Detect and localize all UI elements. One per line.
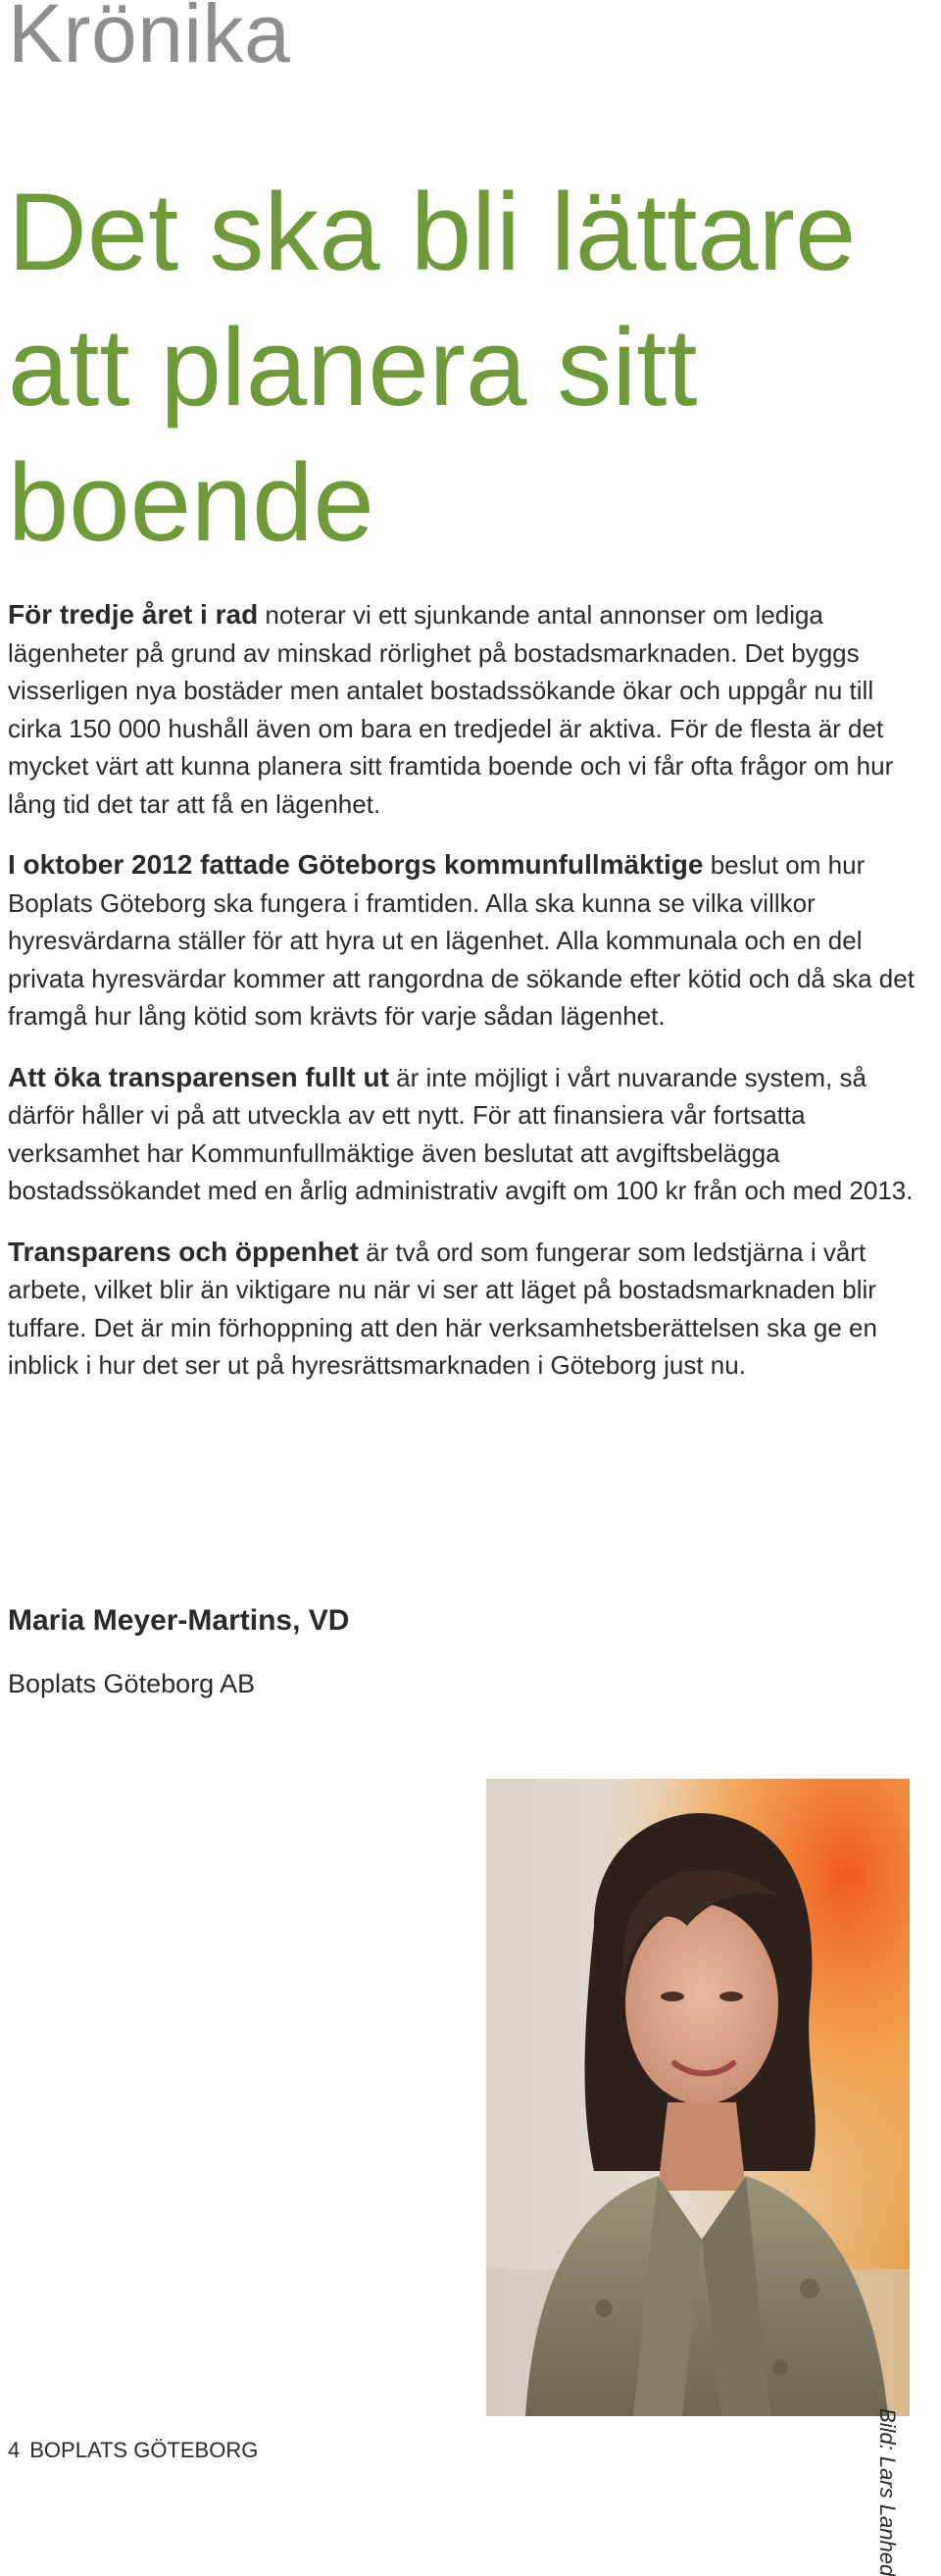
- paragraph-2-lead: I oktober 2012 fattade Göteborgs kommunfullmäktige: [8, 849, 704, 880]
- paragraph-4: [8, 1234, 933, 1385]
- paragraph-3: [8, 1059, 933, 1210]
- paragraph-1-lead: För tredje året i rad: [8, 599, 259, 630]
- section-label: Krönika: [8, 0, 291, 79]
- paragraph-2-text: beslut om hur Boplats Göteborg ska fungera i framtiden. Alla ska kunna se vilka villkor hyresvärdarna ställer för att hyra ut en lägenhet. Alla kommunala och en del privata hyresvärdar kommer att rangordna de sökande efter kötid och då ska det framgå hur lång kötid som krävts för varje sådan lägenhet.: [8, 850, 915, 1031]
- photo-credit: Bild: Lars Lanhed: [875, 2408, 900, 2576]
- paragraph-1-text: noterar vi ett sjunkande antal annonser om lediga lägenheter på grund av minskad rörlighet på bostadsmarknaden. Det byggs visserligen nya bostäder men antalet bostadssökande ökar och uppgår nu till cirka 150 000 hushåll även om bara en tredjedel är aktiva. För de flesta är det mycket värt att kunna planera sitt framtida boende och vi får ofta frågor om hur lång tid det tar att få en lägenhet.: [8, 600, 894, 819]
- author-portrait-photo: [486, 1779, 910, 2416]
- publication-name: BOPLATS GÖTEBORG: [29, 2438, 259, 2462]
- article-headline: Det ska bli lättare att planera sitt boende: [8, 171, 857, 564]
- page-number: 4: [8, 2438, 21, 2462]
- paragraph-1: [8, 596, 933, 823]
- paragraph-4-lead: Transparens och öppenhet: [8, 1236, 359, 1267]
- page-footer: [8, 2438, 258, 2463]
- paragraph-3-lead: Att öka transparensen fullt ut: [8, 1061, 389, 1092]
- author-company: Boplats Göteborg AB: [8, 1669, 256, 1698]
- paragraph-2: [8, 846, 933, 1035]
- author-signature: Maria Meyer-Martins, VD: [8, 1604, 350, 1637]
- article-body: [8, 596, 933, 1408]
- paragraph-3-text: är inte möjligt i vårt nuvarande system, så därför håller vi på att utveckla av ett nytt. För att finansiera vår fortsatta verksamhet har Kommunfullmäktige även beslutat att avgiftsbelägga bostadssökandet med en årlig administrativ avgift om 100 kr från och med 2013.: [8, 1062, 914, 1205]
- paragraph-4-text: är två ord som fungerar som ledstjärna i vårt arbete, vilket blir än viktigare nu när vi ser att läget på bostadsmarknaden blir tuffare. Det är min förhoppning att den här verksamhetsberättelsen ska ge en inblick i hur det ser ut på hyresrättsmarknaden i Göteborg just nu.: [8, 1237, 877, 1380]
- portrait-illustration: [486, 1779, 910, 2416]
